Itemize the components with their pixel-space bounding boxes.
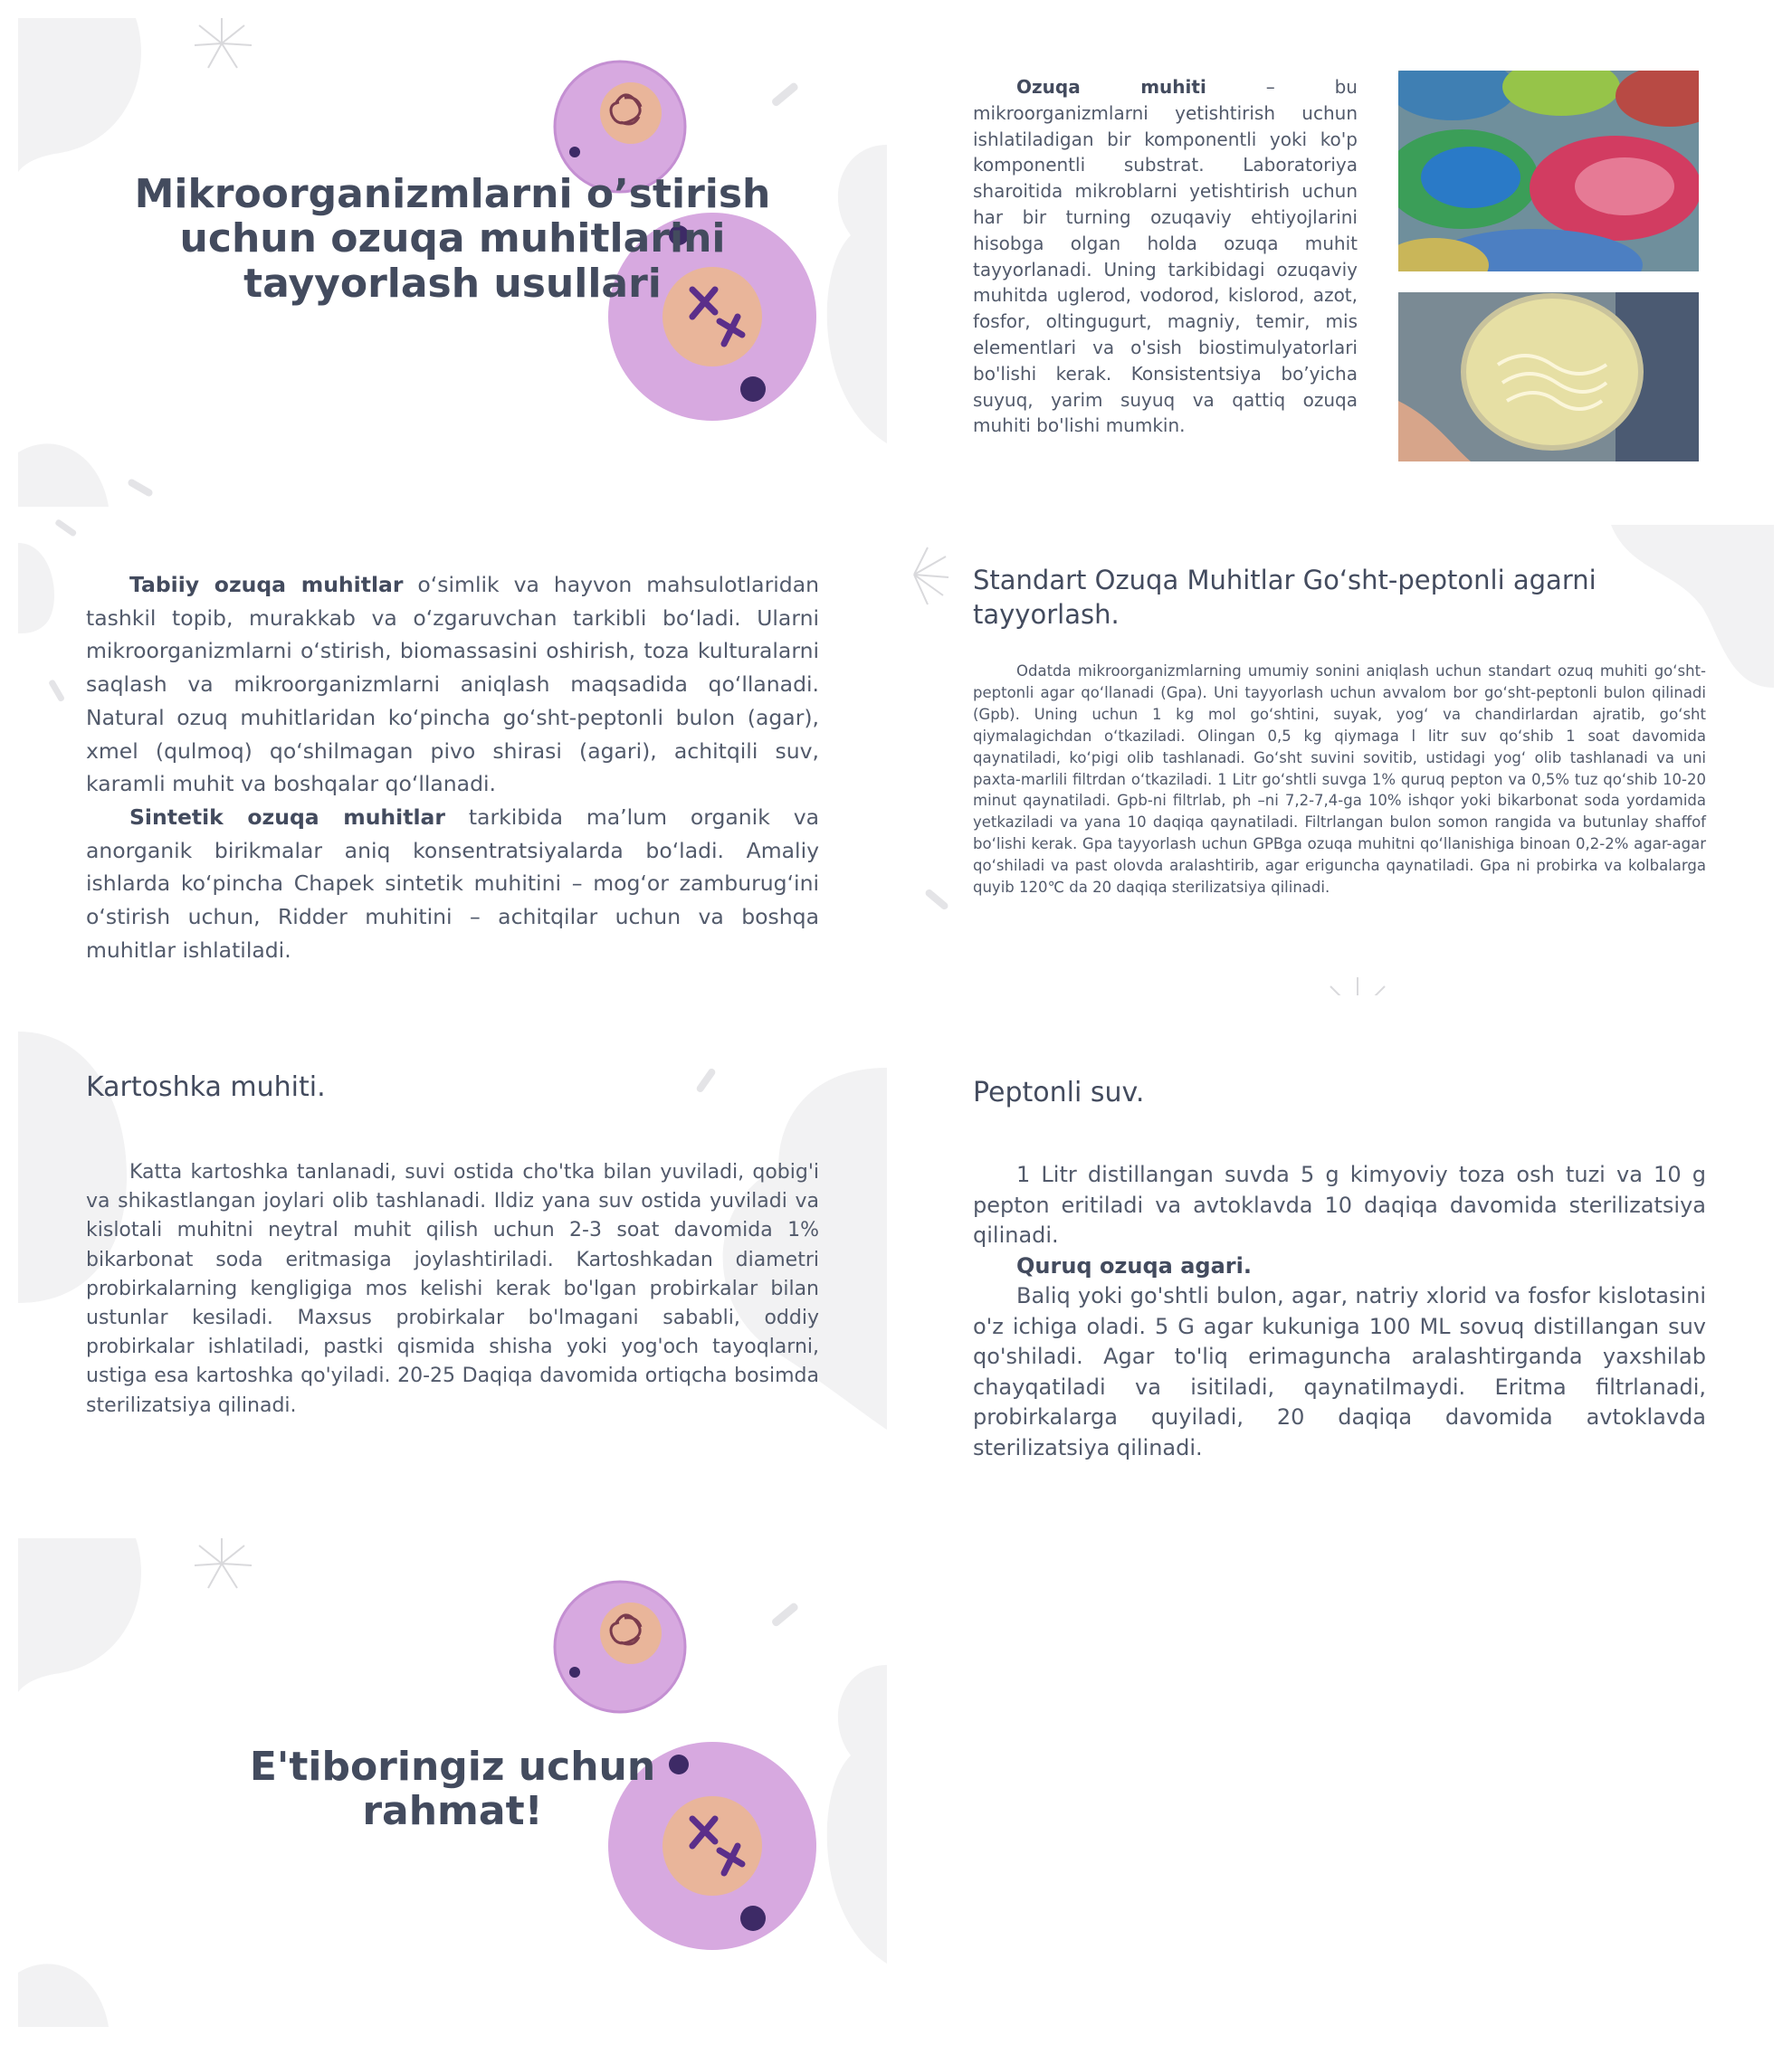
- title-line: uchun ozuqa muhitlarini: [179, 215, 726, 262]
- bacteria-icon: [770, 1602, 799, 1628]
- definition-text: [973, 74, 1358, 439]
- cell-small-icon: [555, 1582, 685, 1712]
- petri-dishes-photo: [1398, 71, 1699, 271]
- bacteria-icon: [924, 888, 949, 910]
- potato-medium-text: [86, 1158, 819, 1421]
- potato-paragraph: Katta kartoshka tanlanadi, suvi ostida cho'tka bilan yuviladi, qobig'i va shikastlangan joylari olib tashlanadi. Ildiz yana suv ostida yuviladi va kislotali muhitni neytral muhit qilish uchun 2-3 soat davomida 1% bikarbonat soda eritmasiga joylashtiriladi. Kartoshkadan diametri probirkalarning kengligiga mos kelishi kerak bo'lgan probirkalar bilan ustunlar kesiladi. Maxsus probirkalar bo'lmagani sababli, oddiy probirkalar ishlatiladi, pastki qismida shisha yoki yog'och tayoqlarni, ustiga esa kartoshka qo'yiladi. 20-25 Daqiqa davomida ortiqcha bosimda sterilizatsiya qilinadi.: [86, 1161, 819, 1417]
- gpa-preparation-text: [973, 661, 1706, 899]
- media-types-text: [86, 568, 819, 966]
- slide-peptone-water: [905, 1032, 1774, 1520]
- slide-definition: [905, 18, 1774, 507]
- section-heading: Standart Ozuqa Muhitlar Go‘sht-peptonli agarni tayyorlash.: [973, 565, 1597, 630]
- peptone-water-text: [973, 1160, 1706, 1463]
- definition-term: Ozuqa muhiti: [1016, 76, 1206, 98]
- title-line: Mikroorganizmlarni o’stirish: [134, 171, 771, 217]
- page-title: [127, 172, 778, 306]
- agar-plate-photo: [1398, 292, 1699, 461]
- section-heading: Kartoshka muhiti.: [86, 1071, 326, 1103]
- definition-body: – bu mikroorganizmlarni yetishtirish uchun ishlatiladigan bir komponentli yoki ko'p komponentli substrat. Laboratoriya sharoitida mikroblarni yetishtirish uchun har bir turning ozuqaviy ehtiyojlarini hisobga olgan holda ozuqa muhit tayyorlanadi. Uning tarkibidagi ozuqaviy muhitda uglerod, vodorod, kislorod, azot, fosfor, oltingugurt, magniy, temir, mis elementlari va o'sish biostimulyatorlari bo'lishi kerak. Konsistentsiya bo’yicha suyuq, yarim suyuq va qattiq ozuqa muhiti bo'lishi mumkin.: [973, 76, 1358, 437]
- dandelion-icon: [195, 18, 252, 68]
- thanks-title: E'tiboringiz uchun rahmat!: [249, 1744, 656, 1835]
- dry-agar-paragraph: Baliq yoki go'shtli bulon, agar, natriy xlorid va fosfor kislotasini o'z ichiga oladi. 5 G agar kukuniga 100 ML sovuq distillangan suv qo'shiladi. Agar to'liq erimaguncha aralashtirganda yaxshilab chayqatiladi va isitiladi, qaynatilmaydi. Eritma filtrlanadi, probirkalarga quyiladi, 20 daqiqa davomida avtoklavda sterilizatsiya qilinadi.: [973, 1283, 1706, 1460]
- natural-media-text: o‘simlik va hayvon mahsulotlaridan tashkil topib, murakkab va o‘zgaruvchan tarkibli bo‘ladi. Ularni mikroorganizmlarni o‘stirish, biomassasini oshirish, toza kulturalarni saqlash va mikroorganizmlarni aniqlash maqsadida qo‘llanadi. Natural ozuq muhitlaridan ko‘pincha go‘sht-peptonli bulon (agar), xmel (qulmoq) qo‘shilmagan pivo shirasi (agari), achitqili suv, karamli muhit va boshqalar qo‘llanadi.: [86, 572, 819, 797]
- slide-thanks: [18, 1538, 887, 2027]
- section-heading: Peptonli suv.: [973, 1077, 1145, 1108]
- title-line: tayyorlash usullari: [243, 260, 662, 307]
- virus-icon: [569, 147, 580, 157]
- dandelion-icon: [1321, 977, 1394, 995]
- virus-icon: [569, 1667, 580, 1678]
- slide-natural-synthetic: [18, 507, 887, 995]
- synthetic-media-text: tarkibida ma’lum organik va anorganik birikmalar aniq konsentratsiyalarda bo‘ladi. Amaliy ishlarda ko‘pincha Chapek sintetik muhitini – mog‘or zamburug‘ini o‘stirish uchun, Ridder muhitini – achitqilar uchun va boshqa muhitlar ishlatiladi.: [86, 804, 819, 963]
- dandelion-icon: [195, 1538, 252, 1588]
- slide-standard-media: [905, 507, 1774, 995]
- dandelion-icon: [914, 547, 948, 604]
- slide-title: [18, 18, 887, 507]
- synthetic-media-term: Sintetik ozuqa muhitlar: [129, 804, 445, 830]
- peptone-paragraph: 1 Litr distillangan suvda 5 g kimyoviy toza osh tuzi va 10 g pepton eritiladi va avtoklavda 10 daqiqa davomida sterilizatsiya qilinadi.: [973, 1162, 1706, 1248]
- natural-media-term: Tabiiy ozuqa muhitlar: [129, 572, 404, 597]
- slide-potato-medium: [18, 1032, 887, 1520]
- gpa-paragraph: Odatda mikroorganizmlarning umumiy sonini aniqlash uchun standart ozuq muhiti go‘sht-peptonli agar qo‘llanadi (Gpa). Uni tayyorlash uchun avvalom bor go‘sht-peptonli bulon qilinadi (Gpb). Uning uchun 1 kg mol go‘shtini, suyak, yog‘ va chandirlardan ajratib, go‘sht qiymalagichdan o‘tkaziladi. Olingan 0,5 kg qiymaga l litr suv qo‘shib 1 soat davomida qaynatiladi, ko‘pigi olib tashlanadi. Go‘sht suvini sovitib, ustidagi yog‘ olib tashlanadi va uni paxta-marlili filtrdan o‘tkaziladi. 1 Litr go‘shtli suvga 1% quruq pepton va 0,5% tuz qo‘shib 10-20 minut qaynatiladi. Gpb-ni filtrlab, ph –ni 7,2-7,4-ga 10% ishqor yoki bikarbonat soda yordamida yetkaziladi va yana 10 daqiqa qaynatiladi. Filtrlangan bulon somon rangida va butunlay shaffof bo‘lishi kerak. Gpa tayyorlash uchun GPBga ozuqa muhitni qo‘llanishiga binoan 0,2-2% agar-agar qo‘shiladi va past olovda aralashtirib, agar eriguncha qaynatiladi. Gpa ni probirka va kolbalarga quyib 120℃ da 20 daqiqa sterilizatsiya qilinadi.: [973, 662, 1706, 897]
- dry-agar-heading: Quruq ozuqa agari.: [1016, 1252, 1252, 1279]
